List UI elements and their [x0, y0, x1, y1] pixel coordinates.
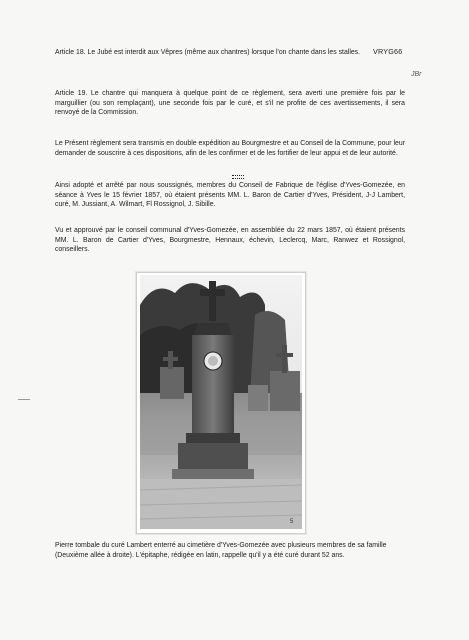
article-19: Article 19. Le chantre qui manquera à quelque point de ce règlement, sera averti une première fois par le marguillier (ou son remplaçant), une seconde fois par le curé, et s'il ne profite de ces avertissements, il sera renvoyé de la Commission.	[55, 90, 405, 116]
photo-caption: Pierre tombale du curé Lambert enterré au cimetière d'Yves-Gomezée avec plusieurs membres de sa famille (Deuxième allée à droite). L'épitaphe, rédigée en latin, rappelle qu'il y a été curé durant 52 ans.	[55, 542, 387, 559]
approval-paragraph: Vu et approuvé par le conseil communal d'Yves-Gomezée, en assemblée du 22 mars 1857, où étaient présents MM. L. Baron de Cartier d'Yves, Bourgmestre, Hennaux, échevin, Leclercq, Marc, Ranwez et Rossignol, conseillers.	[55, 227, 405, 253]
handwritten-margin-note: JBr	[411, 71, 422, 78]
article-18: Article 18. Le Jubé est interdit aux Vêpres (même aux chantres) lorsque l'on chante dans les stalles.	[55, 49, 361, 56]
photo-number: 5	[290, 519, 294, 525]
regulation-transmission: Le Présent règlement sera transmis en double expédition au Bourgmestre et au Conseil de la Commune, pour leur demander de souscrire à ces dispositions, afin de les confirmer et de les fortifier de leur appui et de leur autorité.	[55, 140, 405, 157]
tombstone-photo	[136, 272, 306, 534]
document-code: VRYG66	[373, 47, 403, 56]
tombstone-photo-image	[140, 275, 302, 529]
adoption-paragraph: Ainsi adopté et arrêté par nous soussignés, membres du Conseil de Fabrique de l'église d'Yves-Gomezée, en séance à Yves le 15 février 1857, où étaient présents MM. L. Baron de Cartier d'Yves, Président, J-J Lambert, curé, M. Jussiant, A. Wilmart, Fl Rossignol, J. Sibille.	[55, 182, 405, 208]
scan-artifact-line	[18, 399, 30, 400]
section-separator	[232, 175, 244, 179]
